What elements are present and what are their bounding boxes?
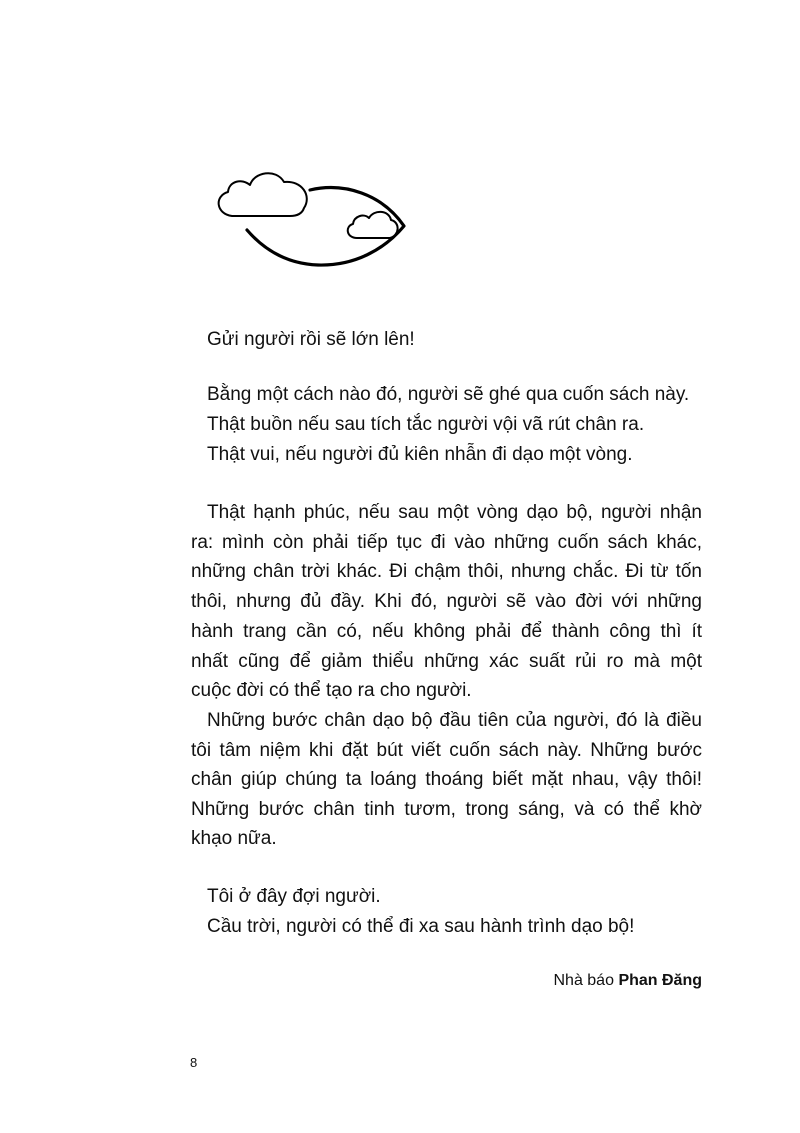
page-number: 8 (190, 1055, 198, 1070)
paragraph1-line-3: những chân trời khác. Đi chậm thôi, nhưng chắc. Đi từ tốn (191, 561, 702, 582)
signature (553, 970, 702, 992)
paragraph1-line-7: cuộc đời có thể tạo ra cho người. (191, 680, 472, 701)
closing-line-2: Cầu trời, người có thể đi xa sau hành trình dạo bộ! (207, 916, 635, 937)
paragraph2-line-1: Những bước chân dạo bộ đầu tiên của người, đó là điều (207, 710, 702, 731)
paragraph1-line-1: Thật hạnh phúc, nếu sau một vòng dạo bộ, người nhận (207, 502, 702, 523)
signature-prefix: Nhà báo (553, 972, 614, 989)
paragraph2-line-3: chân giúp chúng ta loáng thoáng biết mặt nhau, vậy thôi! (191, 769, 702, 790)
stanza1-line-2: Thật buồn nếu sau tích tắc người vội vã rút chân ra. (207, 414, 645, 435)
stanza1-line-3: Thật vui, nếu người đủ kiên nhẫn đi dạo một vòng. (207, 444, 633, 465)
cloud-leaf-illustration (214, 168, 410, 272)
paragraph2-line-2: tôi tâm niệm khi đặt bút viết cuốn sách này. Những bước (191, 740, 702, 761)
paragraph1-line-4: thôi, nhưng đủ đầy. Khi đó, người sẽ vào đời với những (191, 591, 702, 612)
cloud-large-icon (219, 173, 307, 216)
stanza1-line-1: Bằng một cách nào đó, người sẽ ghé qua cuốn sách này. (207, 384, 690, 405)
paragraph1-line-2: ra: mình còn phải tiếp tục đi vào những cuốn sách khác, (191, 532, 702, 553)
closing-line-1: Tôi ở đây đợi người. (207, 886, 381, 907)
paragraph2-line-5: khạo nữa. (191, 828, 277, 849)
paragraph1-line-5: hành trang cần có, nếu không phải để thành công thì ít (191, 621, 702, 642)
greeting: Gửi người rồi sẽ lớn lên! (207, 329, 415, 350)
paragraph2-line-4: Những bước chân tinh tươm, trong sáng, và có thể khờ (191, 799, 702, 820)
signature-name: Phan Đăng (618, 972, 702, 989)
paragraph1-line-6: nhất cũng để giảm thiểu những xác suất rủi ro mà một (191, 651, 702, 672)
